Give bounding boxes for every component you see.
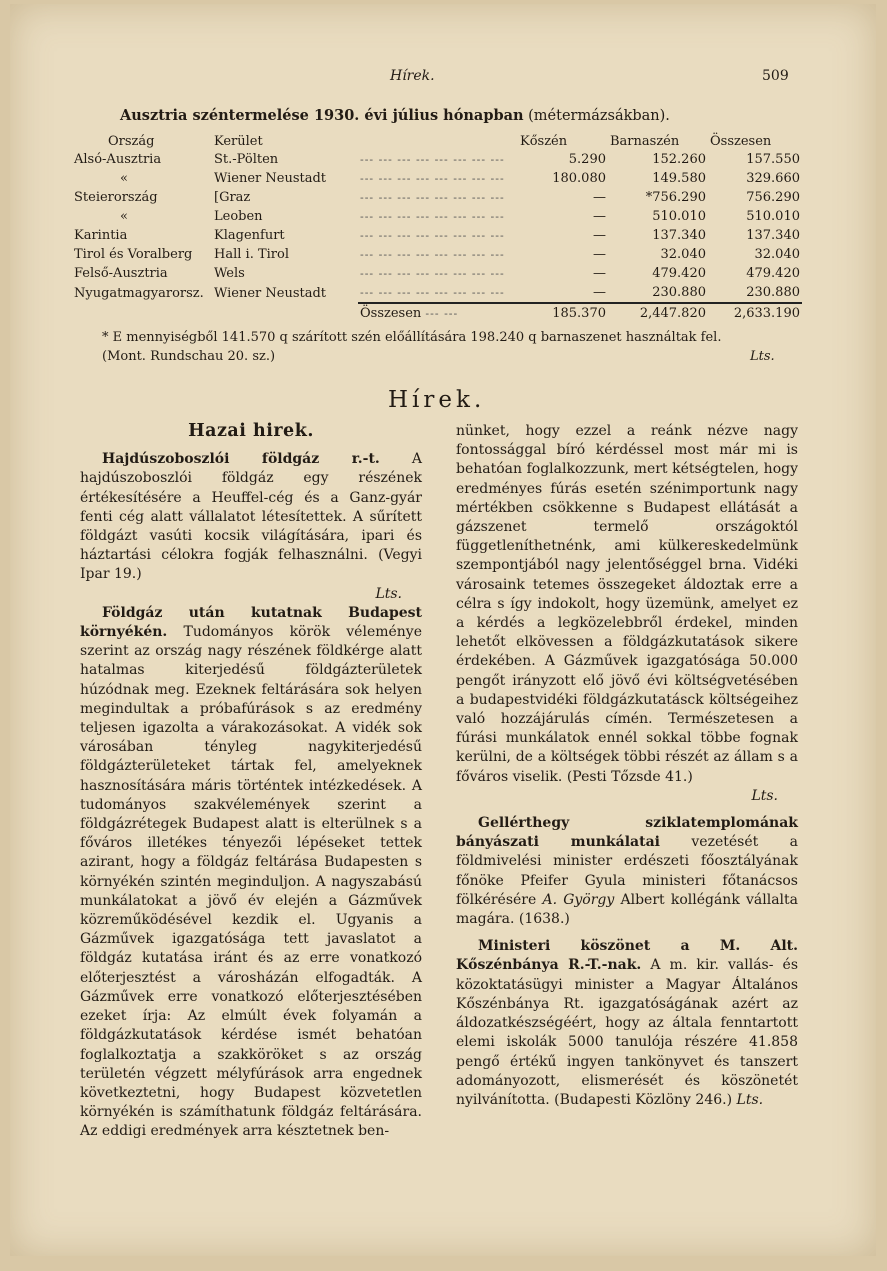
cell-total: 479.420 [746, 266, 800, 281]
table-signature: Lts. [750, 349, 775, 364]
article-text: A m. kir. vallás- és közoktatásügyi minister a Magyar Általános Kőszénbánya Rt. igazgatóságának azért az áldozatkészségéért, hogy az általa fenntartott elemi iskolák 5000 tanulója részére 41.858 pengő értékű ingyen tankönyvet és tanszert adományozott, elismerését és köszönetét nyilvánította. (Budapesti Közlöny 246.) [456, 957, 798, 1108]
article-text: vezetését a földmivelési minister erdészeti főosztályának főnöke Pfeifer Gyula ministeri főtanácsos fölkérésére [456, 834, 799, 908]
cell-country: « [120, 209, 128, 224]
article-signature: Lts. [375, 585, 402, 602]
cell-hard-coal: — [593, 190, 606, 205]
cell-district: St.-Pölten [214, 152, 279, 167]
col-header-brown-coal: Barnaszén [610, 133, 680, 149]
article-gellerthegy [456, 814, 798, 929]
article-title: Földgáz után kutatnak Budapest környékén. [80, 604, 422, 641]
cell-district: [Graz [214, 190, 251, 205]
table-footnote: * E mennyiségből 141.570 q szárított szén előállítására 198.240 q barnaszenet használtak fel. [102, 330, 722, 345]
table-row [72, 226, 802, 245]
leader-dots: --- --- --- --- --- --- --- --- [360, 153, 505, 166]
total-label-text: Összesen [360, 306, 422, 321]
article-text: A hajdúszoboszlói földgáz egy részének értékesítésére a Heuffel-cég és a Ganz-gyár fenti cég alatt vállalatot létesítettek. A sűrített földgázt vasúti kocsik világítására, ipari és háztartási célokra fogják felhasználni. (Vegyi Ipar 19.) [80, 451, 423, 583]
cell-district: Wiener Neustadt [214, 171, 327, 186]
cell-total: 230.880 [746, 285, 800, 300]
cell-brown-coal: 230.880 [652, 285, 706, 300]
section-heading: Hírek. [388, 387, 486, 413]
table-row [72, 245, 802, 264]
table-header-row [72, 132, 802, 150]
spacer [456, 806, 798, 814]
cell-brown-coal: 479.420 [652, 266, 706, 281]
table-row [72, 169, 802, 188]
table-row [72, 150, 802, 169]
spacer [456, 929, 798, 937]
cell-hard-coal: — [593, 228, 606, 243]
col-header-spacer [358, 132, 518, 150]
subheading: Hazai hirek. [188, 421, 314, 441]
cell-brown-coal: 152.260 [652, 152, 706, 167]
article-hajduszoboszlo [80, 450, 422, 584]
cell-country: « [120, 171, 128, 186]
article-title: Ministeri köszönet a M. Alt. Kőszénbánya R.-T.-nak. [456, 938, 798, 974]
cell-district: Hall i. Tirol [214, 247, 289, 262]
article-title: Hajdúszoboszlói földgáz r.-t. [102, 451, 380, 468]
cell-hard-coal: — [593, 209, 606, 224]
leader-dots: --- --- --- --- --- --- --- --- [360, 172, 505, 185]
cell-empty [72, 303, 212, 323]
col-header-country: Ország [108, 133, 155, 149]
article-foldgaz-budapest [80, 604, 422, 1142]
cell-brown-coal: 32.040 [660, 247, 706, 262]
cell-district: Klagenfurt [214, 228, 285, 243]
cell-district: Wiener Neustadt [214, 285, 327, 301]
production-table [72, 132, 802, 323]
leader-dots: --- --- --- --- --- --- --- --- [360, 267, 505, 280]
leader-dots: --- --- --- --- --- --- --- --- [360, 286, 505, 299]
leader-dots: --- --- --- --- --- --- --- --- [360, 229, 505, 242]
cell-district: Wels [214, 266, 245, 281]
cell-country: Nyugatmagyarorsz. [74, 285, 204, 301]
table-row [72, 283, 802, 303]
col-header-total: Összesen [710, 133, 772, 149]
leader-dots: --- --- --- --- --- --- --- --- [360, 248, 505, 261]
cell-hard-coal: 5.290 [568, 152, 606, 167]
leader-dots: --- --- --- --- --- --- --- --- [360, 191, 505, 204]
table-row [72, 188, 802, 207]
table-source: (Mont. Rundschau 20. sz.) [102, 349, 276, 364]
article-name: A. György [542, 891, 615, 908]
table-row [72, 264, 802, 283]
cell-total: 329.660 [746, 171, 800, 186]
page-number: 509 [762, 68, 789, 84]
cell-hard-coal: 180.080 [552, 171, 606, 186]
cell-country: Felső-Ausztria [74, 266, 168, 281]
total-label [358, 303, 518, 323]
cell-country: Alsó-Ausztria [74, 152, 162, 167]
cell-total: 756.290 [746, 190, 800, 205]
cell-country: Tirol és Voralberg [74, 247, 193, 262]
article-text: Tudományos körök véleménye szerint az ország nagy részének földkérge alatt hatalmas kiterjedésű földgázterületek húzódnak meg. Ezeknek feltárására sok helyen megindultak a próbafúrások s az eredmény teljesen igazolta a várakozásokat. A vidék sok városában tényleg nagykiterjedésű földgázterületeket tártak fel, amelyeknek hasznosítására máris történtek intézkedések. A tudományos szakvélemények szerint a földgázrétegek Budapest alatt is elterülnek s a főváros illetékes tényezői lépéseket tettek azirant, hogy a földgáz feltárása Budapesten s környékén szintén meginduljon. A nagyszabású munkálatokat a jövő év elején a Gázművek közreműködésével kezdik el. Ugyanis a Gázművek igazgatósága tett javaslatot a földgáz kutatása iránt és az erre vonatkozó előterjesztést a városházán elfogadták. A Gázművek erre vonatkozó előterjesztésében ezeket írja: Az elmúlt évek folyamán a földgázkutatások kérdése ismét behatóan foglalkoztatja a szakköröket s az ország területén végzett mélyfúrások arra engednek következtetni, hogy Budapest közvetetlen környékén is számíthatunk földgáz feltárására. Az eddigi eredmények arra késztetnek ben- [80, 624, 422, 1140]
leader-dots: --- --- [425, 307, 459, 320]
cell-total: 32.040 [754, 247, 800, 262]
running-title: Hírek. [390, 68, 435, 84]
cell-hard-coal: — [593, 285, 606, 300]
article-title: Gellérthegy sziklatemplomának bányászati munkálatai [456, 815, 798, 851]
right-column [456, 422, 798, 1110]
cell-district: Leoben [214, 209, 263, 224]
total-brown-coal: 2,447.820 [608, 303, 708, 323]
table-title-rest: (métermázsákban). [528, 108, 670, 124]
total-hard-coal: 185.370 [518, 303, 608, 323]
col-header-district: Kerület [214, 133, 263, 149]
cell-hard-coal: — [593, 266, 606, 281]
cell-total: 157.550 [746, 152, 800, 167]
cell-country: Steierország [74, 190, 158, 205]
cell-empty [212, 303, 358, 323]
table-title-bold: Ausztria széntermelése 1930. évi július hónapban [120, 107, 524, 124]
table-title [120, 107, 670, 124]
article-signature: Lts. [736, 1091, 764, 1108]
article-ministeri-koszonet [456, 937, 798, 1110]
cell-brown-coal: *756.290 [645, 190, 706, 205]
article-continuation: nünket, hogy ezzel a reánk nézve nagy fontossággal bíró kérdéssel most már mi is behatóan foglalkozzunk, mert kétségtelen, hogy eredményes fúrás esetén szénimportunk nagy mértékben csökkenne s Budapest ellátását a gázszenet termelő országoktól függetleníthetnénk, ami külkereskedelmünk szempontjából nagy jelentőséggel brna. Vidéki városaink tetemes összegeket áldoztak erre a célra s így indokolt, hogy üzemünk, amelyet ez a kérdés a legközelebbről érdekel, minden lehetőt elkövessen a földgázkutatások sikere érdekében. A Gázművek igazgatósága 50.000 pengőt irányzott elő jövő évi költségvetésében a budapestvidéki földgázkutatásck költségeihez való hozzájárulás címén. Természetesen a fúrási munkálatok ennél sokkal többe fognak kerülni, de a költségek többi részét az állam s a főváros viselik. (Pesti Tőzsde 41.) [456, 423, 798, 785]
total-all: 2,633.190 [708, 303, 802, 323]
cell-country: Karintia [74, 228, 128, 243]
article-text-after: Albert kollégánk vállalta magára. (1638.) [456, 891, 798, 928]
table-total-row [72, 303, 802, 323]
cell-total: 137.340 [746, 228, 800, 243]
cell-total: 510.010 [746, 209, 800, 224]
leader-dots: --- --- --- --- --- --- --- --- [360, 210, 505, 223]
cell-brown-coal: 137.340 [652, 228, 706, 243]
col-header-hard-coal: Kőszén [520, 133, 568, 149]
left-column [80, 422, 422, 1142]
page [10, 4, 876, 1256]
table-row [72, 207, 802, 226]
cell-brown-coal: 510.010 [652, 209, 706, 224]
cell-brown-coal: 149.580 [652, 171, 706, 186]
article-signature: Lts. [751, 787, 778, 804]
cell-hard-coal: — [593, 247, 606, 262]
